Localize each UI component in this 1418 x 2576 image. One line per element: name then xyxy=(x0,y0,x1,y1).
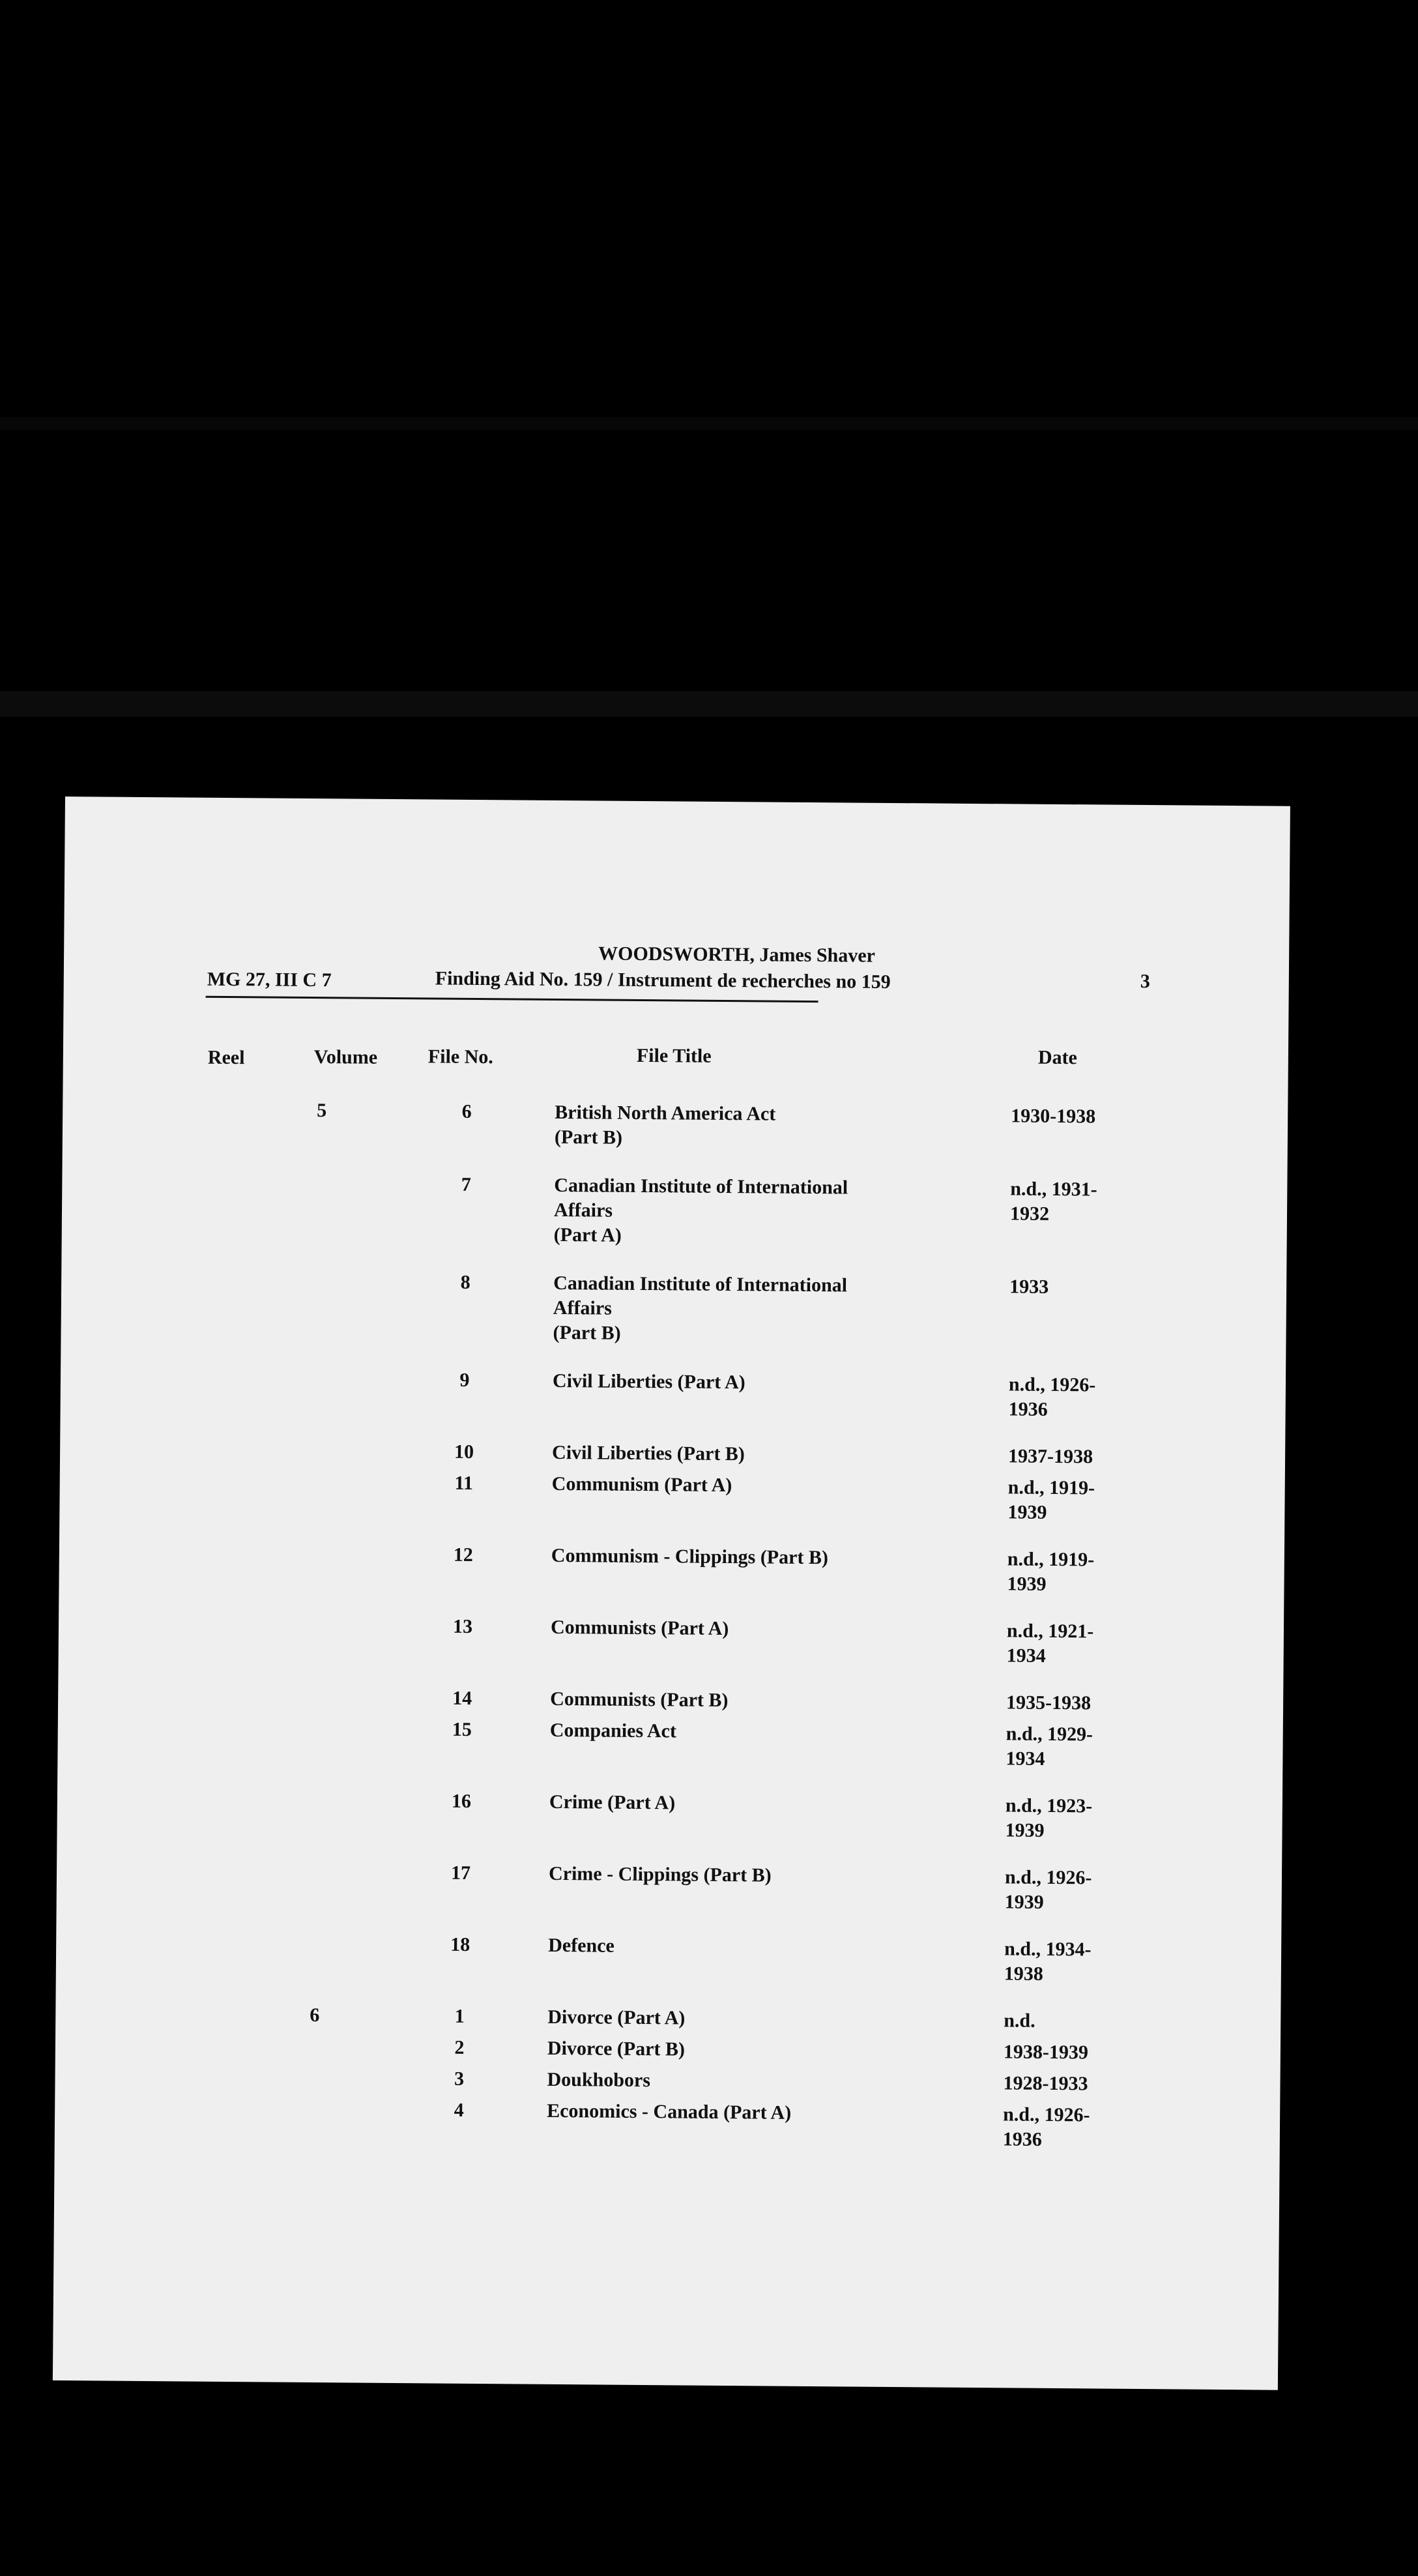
date-line: n.d., 1931- xyxy=(1010,1178,1097,1201)
date-cell xyxy=(1006,1690,1136,1716)
table-row xyxy=(55,2095,1281,2154)
column-header-date: Date xyxy=(1037,1046,1078,1069)
page-number: 3 xyxy=(1140,970,1150,993)
file-title-line: Civil Liberties (Part A) xyxy=(552,1369,745,1394)
table-row xyxy=(57,1786,1282,1845)
file-number-cell: 17 xyxy=(450,1862,471,1884)
file-title-line: Crime - Clippings (Part B) xyxy=(548,1862,772,1886)
date-line: 1936 xyxy=(1008,1398,1048,1420)
date-cell xyxy=(1007,1547,1138,1598)
date-line: 1928-1933 xyxy=(1003,2072,1088,2095)
table-row xyxy=(61,1267,1286,1351)
volume-cell xyxy=(312,1716,429,1717)
document-page xyxy=(53,797,1290,2390)
file-number-cell: 12 xyxy=(453,1544,474,1566)
volume-cell xyxy=(316,1171,433,1172)
file-title-line: Affairs xyxy=(553,1199,613,1222)
table-row xyxy=(57,1714,1283,1774)
file-title-cell xyxy=(553,1271,1009,1349)
file-title-cell xyxy=(553,1369,1009,1397)
table-row xyxy=(59,1468,1285,1527)
file-title-cell xyxy=(554,1173,1011,1251)
volume-cell xyxy=(309,2097,426,2098)
table-row xyxy=(58,1683,1283,1718)
file-number-cell: 6 xyxy=(461,1100,472,1122)
file-title-line: British North America Act xyxy=(555,1101,776,1125)
file-title-line: Communists (Part A) xyxy=(550,1616,729,1640)
table-row xyxy=(59,1540,1284,1599)
file-number-cell: 7 xyxy=(461,1173,471,1195)
file-number-cell: 2 xyxy=(454,2036,465,2058)
date-line: n.d., 1926- xyxy=(1003,2103,1090,2126)
date-cell xyxy=(1006,1721,1136,1772)
file-title-cell xyxy=(550,1718,1006,1746)
date-cell xyxy=(1004,2040,1134,2066)
file-number-cell: 11 xyxy=(454,1472,474,1494)
date-cell xyxy=(1007,1618,1138,1669)
file-title-cell xyxy=(547,2068,1003,2096)
file-title-line: Communism (Part A) xyxy=(551,1472,732,1497)
volume-cell xyxy=(314,1470,431,1471)
date-line: 1934 xyxy=(1006,1645,1046,1667)
file-title-line: Divorce (Part B) xyxy=(547,2037,686,2060)
file-title-line: (Part B) xyxy=(554,1126,623,1149)
table-row xyxy=(63,1096,1288,1156)
date-cell xyxy=(1008,1444,1138,1470)
header-rule xyxy=(206,996,818,1003)
scan-band xyxy=(0,691,1418,717)
date-cell xyxy=(1005,1865,1136,1916)
volume-cell xyxy=(310,1931,427,1932)
date-line: n.d., 1926- xyxy=(1004,1866,1092,1889)
file-number-cell: 14 xyxy=(452,1687,472,1709)
volume-cell xyxy=(310,2034,427,2035)
file-number-cell: 10 xyxy=(454,1441,474,1463)
date-line: 1930-1938 xyxy=(1011,1105,1096,1128)
column-header-file-title: File Title xyxy=(636,1044,712,1067)
file-number-cell: 3 xyxy=(454,2068,465,2090)
date-line: n.d., 1921- xyxy=(1006,1620,1094,1643)
date-cell xyxy=(1005,1793,1136,1844)
file-title-cell xyxy=(552,1441,1008,1469)
volume-cell xyxy=(311,1788,429,1789)
table-row xyxy=(57,1858,1282,1917)
file-title-cell xyxy=(551,1544,1007,1572)
table-row xyxy=(62,1169,1288,1253)
table-row xyxy=(59,1611,1284,1671)
date-line: 1935-1938 xyxy=(1006,1691,1092,1714)
series-reference: MG 27, III C 7 xyxy=(207,968,332,991)
column-header-file-no: File No. xyxy=(427,1046,493,1068)
table-row xyxy=(60,1437,1285,1471)
table-row xyxy=(55,2001,1281,2036)
date-cell xyxy=(1007,1475,1138,1526)
date-line: 1939 xyxy=(1004,1891,1044,1913)
date-line: 1938-1939 xyxy=(1003,2041,1089,2064)
file-title-cell xyxy=(551,1615,1007,1643)
file-number-cell: 1 xyxy=(454,2005,465,2027)
file-title-line: Communism - Clippings (Part B) xyxy=(551,1544,829,1569)
volume-cell: 6 xyxy=(310,2004,320,2027)
file-list xyxy=(55,1096,1288,2154)
date-cell xyxy=(1011,1104,1141,1130)
file-number-cell: 9 xyxy=(459,1369,470,1391)
file-number-cell: 8 xyxy=(460,1271,470,1293)
volume-cell xyxy=(312,1685,429,1686)
volume-cell xyxy=(315,1367,432,1368)
file-title-line: Defence xyxy=(548,1934,615,1957)
date-line: n.d., 1934- xyxy=(1004,1938,1092,1961)
file-title-line: Crime (Part A) xyxy=(549,1791,676,1814)
file-title-line: Companies Act xyxy=(549,1719,677,1742)
file-title-cell xyxy=(547,2036,1004,2064)
file-title-cell xyxy=(555,1100,1011,1153)
volume-cell xyxy=(315,1269,433,1270)
column-header-volume: Volume xyxy=(313,1046,378,1068)
volume-cell: 5 xyxy=(317,1100,327,1122)
date-line: 1939 xyxy=(1007,1573,1047,1595)
file-title-line: Divorce (Part A) xyxy=(547,2006,686,2029)
file-title-line: Economics - Canada (Part A) xyxy=(547,2100,792,2124)
date-cell xyxy=(1004,2008,1134,2034)
date-line: 1936 xyxy=(1002,2128,1042,2150)
file-title-cell xyxy=(550,1687,1006,1715)
file-number-cell: 13 xyxy=(452,1615,473,1637)
file-title-cell xyxy=(549,1862,1005,1890)
date-line: 1938 xyxy=(1004,1963,1043,1985)
date-line: n.d., 1926- xyxy=(1008,1373,1096,1396)
file-title-cell xyxy=(549,1790,1006,1818)
date-cell xyxy=(1009,1372,1140,1423)
file-number-cell: 4 xyxy=(454,2099,464,2121)
date-line: 1932 xyxy=(1009,1203,1050,1225)
file-title-cell xyxy=(547,2099,1003,2127)
date-line: 1933 xyxy=(1009,1276,1049,1298)
date-line: 1934 xyxy=(1006,1748,1045,1770)
file-title-cell xyxy=(547,2005,1004,2033)
table-row xyxy=(61,1365,1286,1424)
date-line: 1937-1938 xyxy=(1007,1445,1093,1468)
date-cell xyxy=(1004,1937,1135,1987)
file-title-line: Canadian Institute of International xyxy=(554,1174,848,1199)
volume-cell xyxy=(313,1613,430,1614)
date-line: 1939 xyxy=(1007,1501,1047,1523)
file-number-cell: 15 xyxy=(452,1718,472,1740)
date-cell xyxy=(1010,1177,1141,1227)
finding-aid-label: Finding Aid No. 159 / Instrument de recherches no 159 xyxy=(435,967,891,993)
date-cell xyxy=(1009,1274,1140,1300)
table-row xyxy=(55,2032,1281,2067)
date-line: n.d., 1919- xyxy=(1007,1548,1095,1571)
table-row xyxy=(56,1929,1282,1989)
collection-title: WOODSWORTH, James Shaver xyxy=(598,943,876,967)
scan-band xyxy=(0,417,1418,430)
file-number-cell: 16 xyxy=(451,1790,472,1812)
file-title-line: Doukhobors xyxy=(547,2068,651,2092)
file-title-cell xyxy=(552,1472,1008,1500)
date-cell xyxy=(1003,2102,1134,2153)
column-header-reel: Reel xyxy=(207,1046,245,1069)
file-title-line: Canadian Institute of International xyxy=(553,1272,848,1296)
date-line: n.d., 1923- xyxy=(1005,1794,1093,1817)
date-line: 1939 xyxy=(1005,1819,1045,1841)
date-line: n.d., 1919- xyxy=(1007,1476,1095,1499)
file-title-line: Communists (Part B) xyxy=(550,1688,729,1712)
file-number-cell: 18 xyxy=(450,1933,470,1955)
date-line: n.d. xyxy=(1004,2010,1035,2032)
file-title-line: Affairs xyxy=(553,1296,612,1319)
table-row xyxy=(55,2064,1280,2098)
date-line: n.d., 1929- xyxy=(1006,1723,1093,1746)
file-title-line: (Part B) xyxy=(553,1321,621,1344)
file-title-line: (Part A) xyxy=(553,1223,622,1246)
file-title-line: Civil Liberties (Part B) xyxy=(551,1441,745,1465)
date-cell xyxy=(1003,2071,1133,2097)
file-title-cell xyxy=(548,1933,1004,1961)
